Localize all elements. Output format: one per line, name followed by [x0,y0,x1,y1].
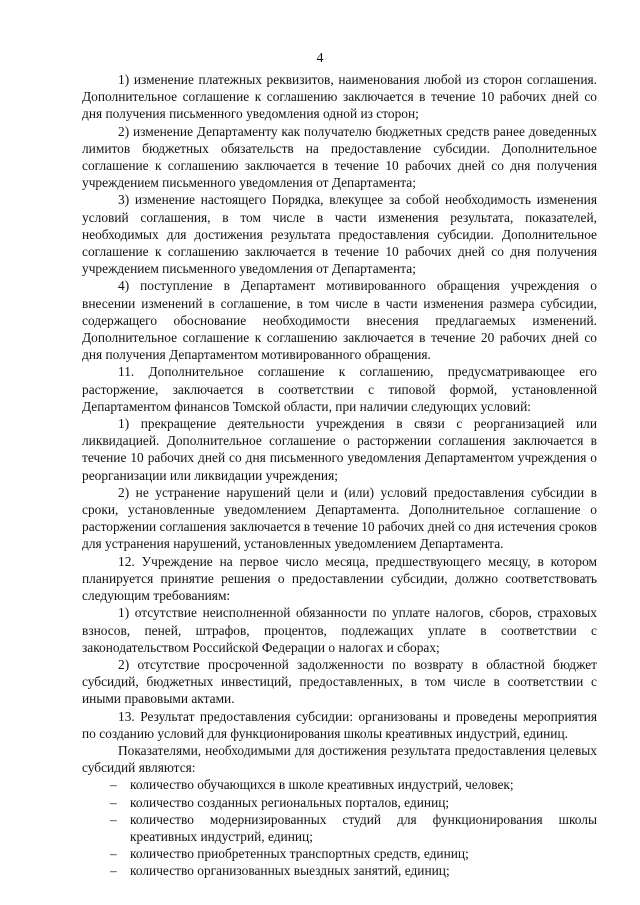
list-item [82,845,597,862]
document-body [82,71,597,880]
paragraph: 1) отсутствие неисполненной обязанности по уплате налогов, сборов, страховых взносов, пеней, штрафов, процентов, подлежащих уплате в соответствии с законодательством Российской Федерации о налогах и сборах; [82,605,597,655]
paragraph: 2) не устранение нарушений цели и (или) условий предоставления субсидии в сроки, установленные уведомлением Департамента. Дополнительное соглашение о расторжении соглашения заключается в течение 10 рабочих дней со дня истечения сроков для устранения нарушений, установленных уведомлением Департамента. [82,484,597,552]
paragraph: 3) изменение настоящего Порядка, влекущее за собой необходимость изменения условий соглашения, в том числе в части изменения результата, показателей, необходимых для достижения результата предоставления субсидии. Дополнительное соглашение к соглашению заключается в течение 10 рабочих дней со дня получения учреждением письменного уведомления от Департамента; [82,192,597,277]
paragraph: 4) поступление в Департамент мотивированного обращения учреждения о внесении изменений в соглашение, в том числе в части изменения размера субсидии, содержащего обоснование необходимости внесения предлагаемых изменений. Дополнительное соглашение к соглашению заключается в течение 20 рабочих дней со дня получения Департаментом мотивированного обращения. [82,278,597,363]
list-item [82,794,597,811]
list-item-text: количество организованных выездных занятий, единиц; [130,863,450,879]
paragraph: 13. Результат предоставления субсидии: организованы и проведены мероприятия по созданию условий для функционирования школы креативных индустрий, единиц. [82,708,597,741]
dash-bullet: – [110,863,117,879]
page-number: 4 [316,51,324,66]
indicator-list [82,776,597,879]
list-item [82,862,597,879]
paragraph: 2) изменение Департаменту как получателю бюджетных средств ранее доведенных лимитов бюджетных обязательств на предоставление субсидии. Дополнительное соглашение к соглашению заключается в течение 10 рабочих дней со дня получения учреждением письменного уведомления от Департамента; [82,123,597,191]
list-item-text: количество обучающихся в школе креативных индустрий, человек; [130,777,514,793]
paragraph: 2) отсутствие просроченной задолженности по возврату в областной бюджет субсидий, бюджетных инвестиций, предоставленных, в том числе в соответствии с иными правовыми актами. [82,656,597,707]
dash-bullet: – [110,846,117,862]
list-item [82,811,597,845]
paragraph: 12. Учреждение на первое число месяца, предшествующего месяцу, в котором планируется принятие решения о предоставлении субсидии, должно соответствовать следующим требованиям: [82,553,597,604]
list-item-text: количество приобретенных транспортных средств, единиц; [130,846,469,862]
dash-bullet: – [110,811,117,827]
dash-bullet: – [110,794,117,810]
list-item-text: количество модернизированных студий для функционирования школы креативных индустрий, единиц; [130,811,597,844]
paragraph: Показателями, необходимыми для достижения результата предоставления целевых субсидий являются: [82,742,597,776]
paragraph: 11. Дополнительное соглашение к соглашению, предусматривающее его расторжение, заключается в соответствии с типовой формой, установленной Департаментом финансов Томской области, при наличии следующих условий: [82,364,597,414]
paragraph: 1) изменение платежных реквизитов, наименования любой из сторон соглашения. Дополнительное соглашение к соглашению заключается в течение 10 рабочих дней со дня получения письменного уведомления одной из сторон; [82,72,597,122]
list-item-text: количество созданных региональных порталов, единиц; [130,794,450,810]
paragraph: 1) прекращение деятельности учреждения в связи с реорганизацией или ликвидацией. Дополнительное соглашение о расторжении соглашения заключается в течение 10 рабочих дней со дня письменного уведомления Департаментом учреждения о реорганизации или ликвидации учреждения; [82,416,597,483]
dash-bullet: – [110,777,117,793]
list-item [82,776,597,793]
